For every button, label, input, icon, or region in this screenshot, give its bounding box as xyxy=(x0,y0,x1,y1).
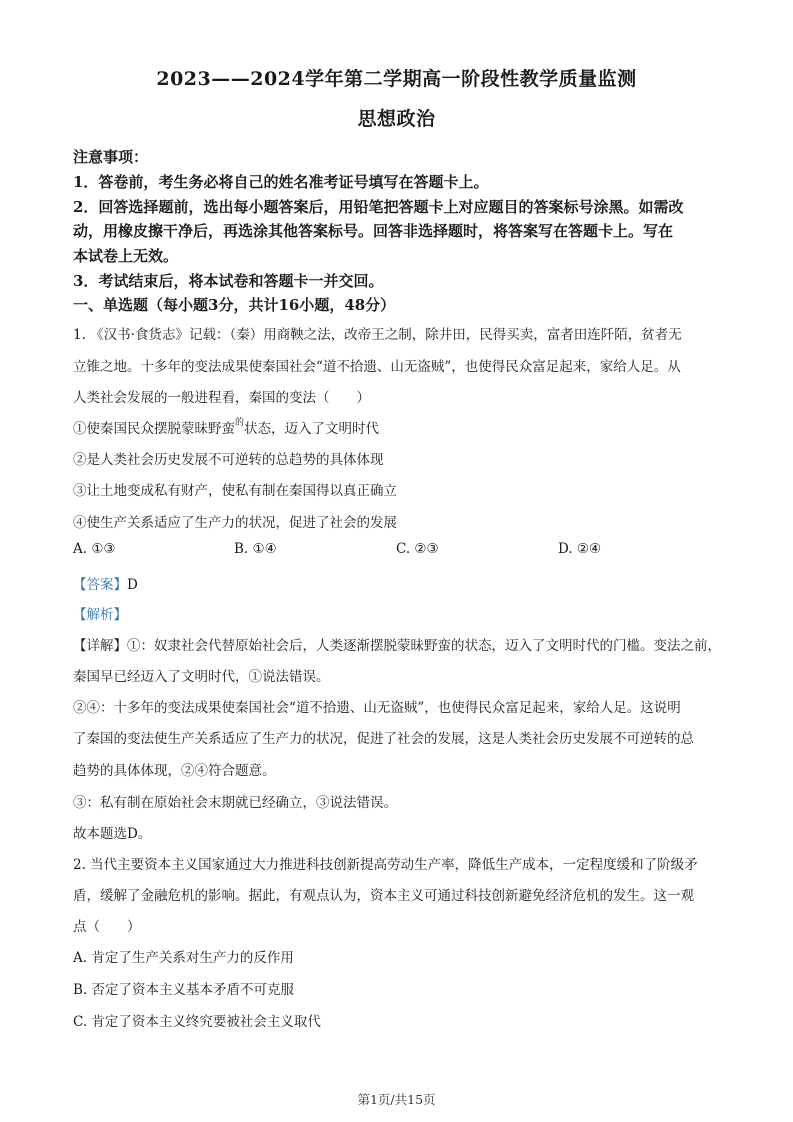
q2-stem-3: 点（ ） xyxy=(73,919,141,935)
q1-detail-4: 了秦国的变法使生产关系适应了生产力的状况，促进了社会的发展，这是人类社会历史发展不可逆转的总 xyxy=(73,731,694,747)
q1-stem-1: 1. 《汉书·食货志》记载：（秦）用商鞅之法，改帝王之制，除井田，民得买卖，富者田连阡陌，贫者无 xyxy=(73,327,682,343)
q1-statement-4: ④使生产关系适应了生产力的状况，促进了社会的发展 xyxy=(73,515,397,531)
notice-line-3: 3．考试结束后，将本试卷和答题卡一并交回。 xyxy=(73,272,384,290)
q1-option-d: D. ②④ xyxy=(558,541,602,557)
q1-option-b: B. ①④ xyxy=(234,541,277,557)
answer-label: 【答案】 xyxy=(73,577,127,593)
q1-detail-7: 故本题选D。 xyxy=(73,826,152,842)
q1-detail-5: 趋势的具体体现，②④符合题意。 xyxy=(73,763,276,779)
q2-option-b: B. 否定了资本主义基本矛盾不可克服 xyxy=(73,982,295,998)
q1-answer xyxy=(73,573,138,593)
q1-statement-1-sup: 的 xyxy=(235,418,245,428)
q1-statement-1-text-a: ①使秦国民众摆脱蒙昧野蛮 xyxy=(73,421,235,437)
section-heading: 一、单选题（每小题3分，共计16小题，48分） xyxy=(73,296,396,314)
q1-detail-6: ③：私有制在原始社会末期就已经确立，③说法错误。 xyxy=(73,795,397,811)
q1-stem-2: 立锥之地。十多年的变法成果使秦国社会“道不拾遗、山无盗贼”，也使得民众富足起来，家给人足。从 xyxy=(73,359,681,375)
q1-detail-3: ②④：十多年的变法成果使秦国社会“道不拾遗、山无盗贼”，也使得民众富足起来，家给人足。这说明 xyxy=(73,700,681,716)
q1-detail-2: 秦国早已经迈入了文明时代，①说法错误。 xyxy=(73,669,330,685)
q1-statement-1 xyxy=(73,417,379,437)
q2-option-c: C. 肯定了资本主义终究要被社会主义取代 xyxy=(73,1014,321,1030)
subject-title: 思想政治 xyxy=(357,108,436,130)
page-footer: 第1页/共15页 xyxy=(357,1092,436,1107)
answer-value: D xyxy=(127,577,138,593)
q1-statement-3: ③让土地变成私有财产，使私有制在秦国得以真正确立 xyxy=(73,483,397,499)
q2-stem-2: 盾，缓解了金融危机的影响。据此，有观点认为，资本主义可通过科技创新避免经济危机的发生。这一观 xyxy=(73,888,694,904)
notice-line-2c: 本试卷上无效。 xyxy=(73,247,179,265)
q1-option-a: A. ①③ xyxy=(73,541,116,557)
q1-stem-3: 人类社会发展的一般进程看，秦国的变法（ ） xyxy=(73,390,370,406)
notice-line-2a: 2．回答选择题前，选出每小题答案后，用铅笔把答题卡上对应题目的答案标号涂黑。如需改 xyxy=(73,198,684,216)
notice-line-2b: 动，用橡皮擦干净后，再选涂其他答案标号。回答非选择题时，将答案写在答题卡上。写在 xyxy=(73,222,674,240)
q1-option-c: C. ②③ xyxy=(396,541,439,557)
q2-option-a: A. 肯定了生产关系对生产力的反作用 xyxy=(73,950,294,966)
notice-heading: 注意事项： xyxy=(73,148,149,166)
q1-statement-2: ②是人类社会历史发展不可逆转的总趋势的具体体现 xyxy=(73,452,384,468)
analysis-label: 【解析】 xyxy=(73,607,127,623)
exam-title: 2023——2024学年第二学期高一阶段性教学质量监测 xyxy=(156,68,637,90)
notice-line-1: 1．答卷前，考生务必将自己的姓名准考证号填写在答题卡上。 xyxy=(73,173,489,191)
q2-stem-1: 2. 当代主要资本主义国家通过大力推进科技创新提高劳动生产率，降低生产成本，一定程度缓和了阶级矛 xyxy=(73,857,698,873)
q1-detail-1: 【详解】①：奴隶社会代替原始社会后，人类逐渐摆脱蒙昧野蛮的状态，迈入了文明时代的门槛。变法之前， xyxy=(73,638,721,654)
q1-statement-1-text-b: 状态，迈入了文明时代 xyxy=(244,421,380,437)
